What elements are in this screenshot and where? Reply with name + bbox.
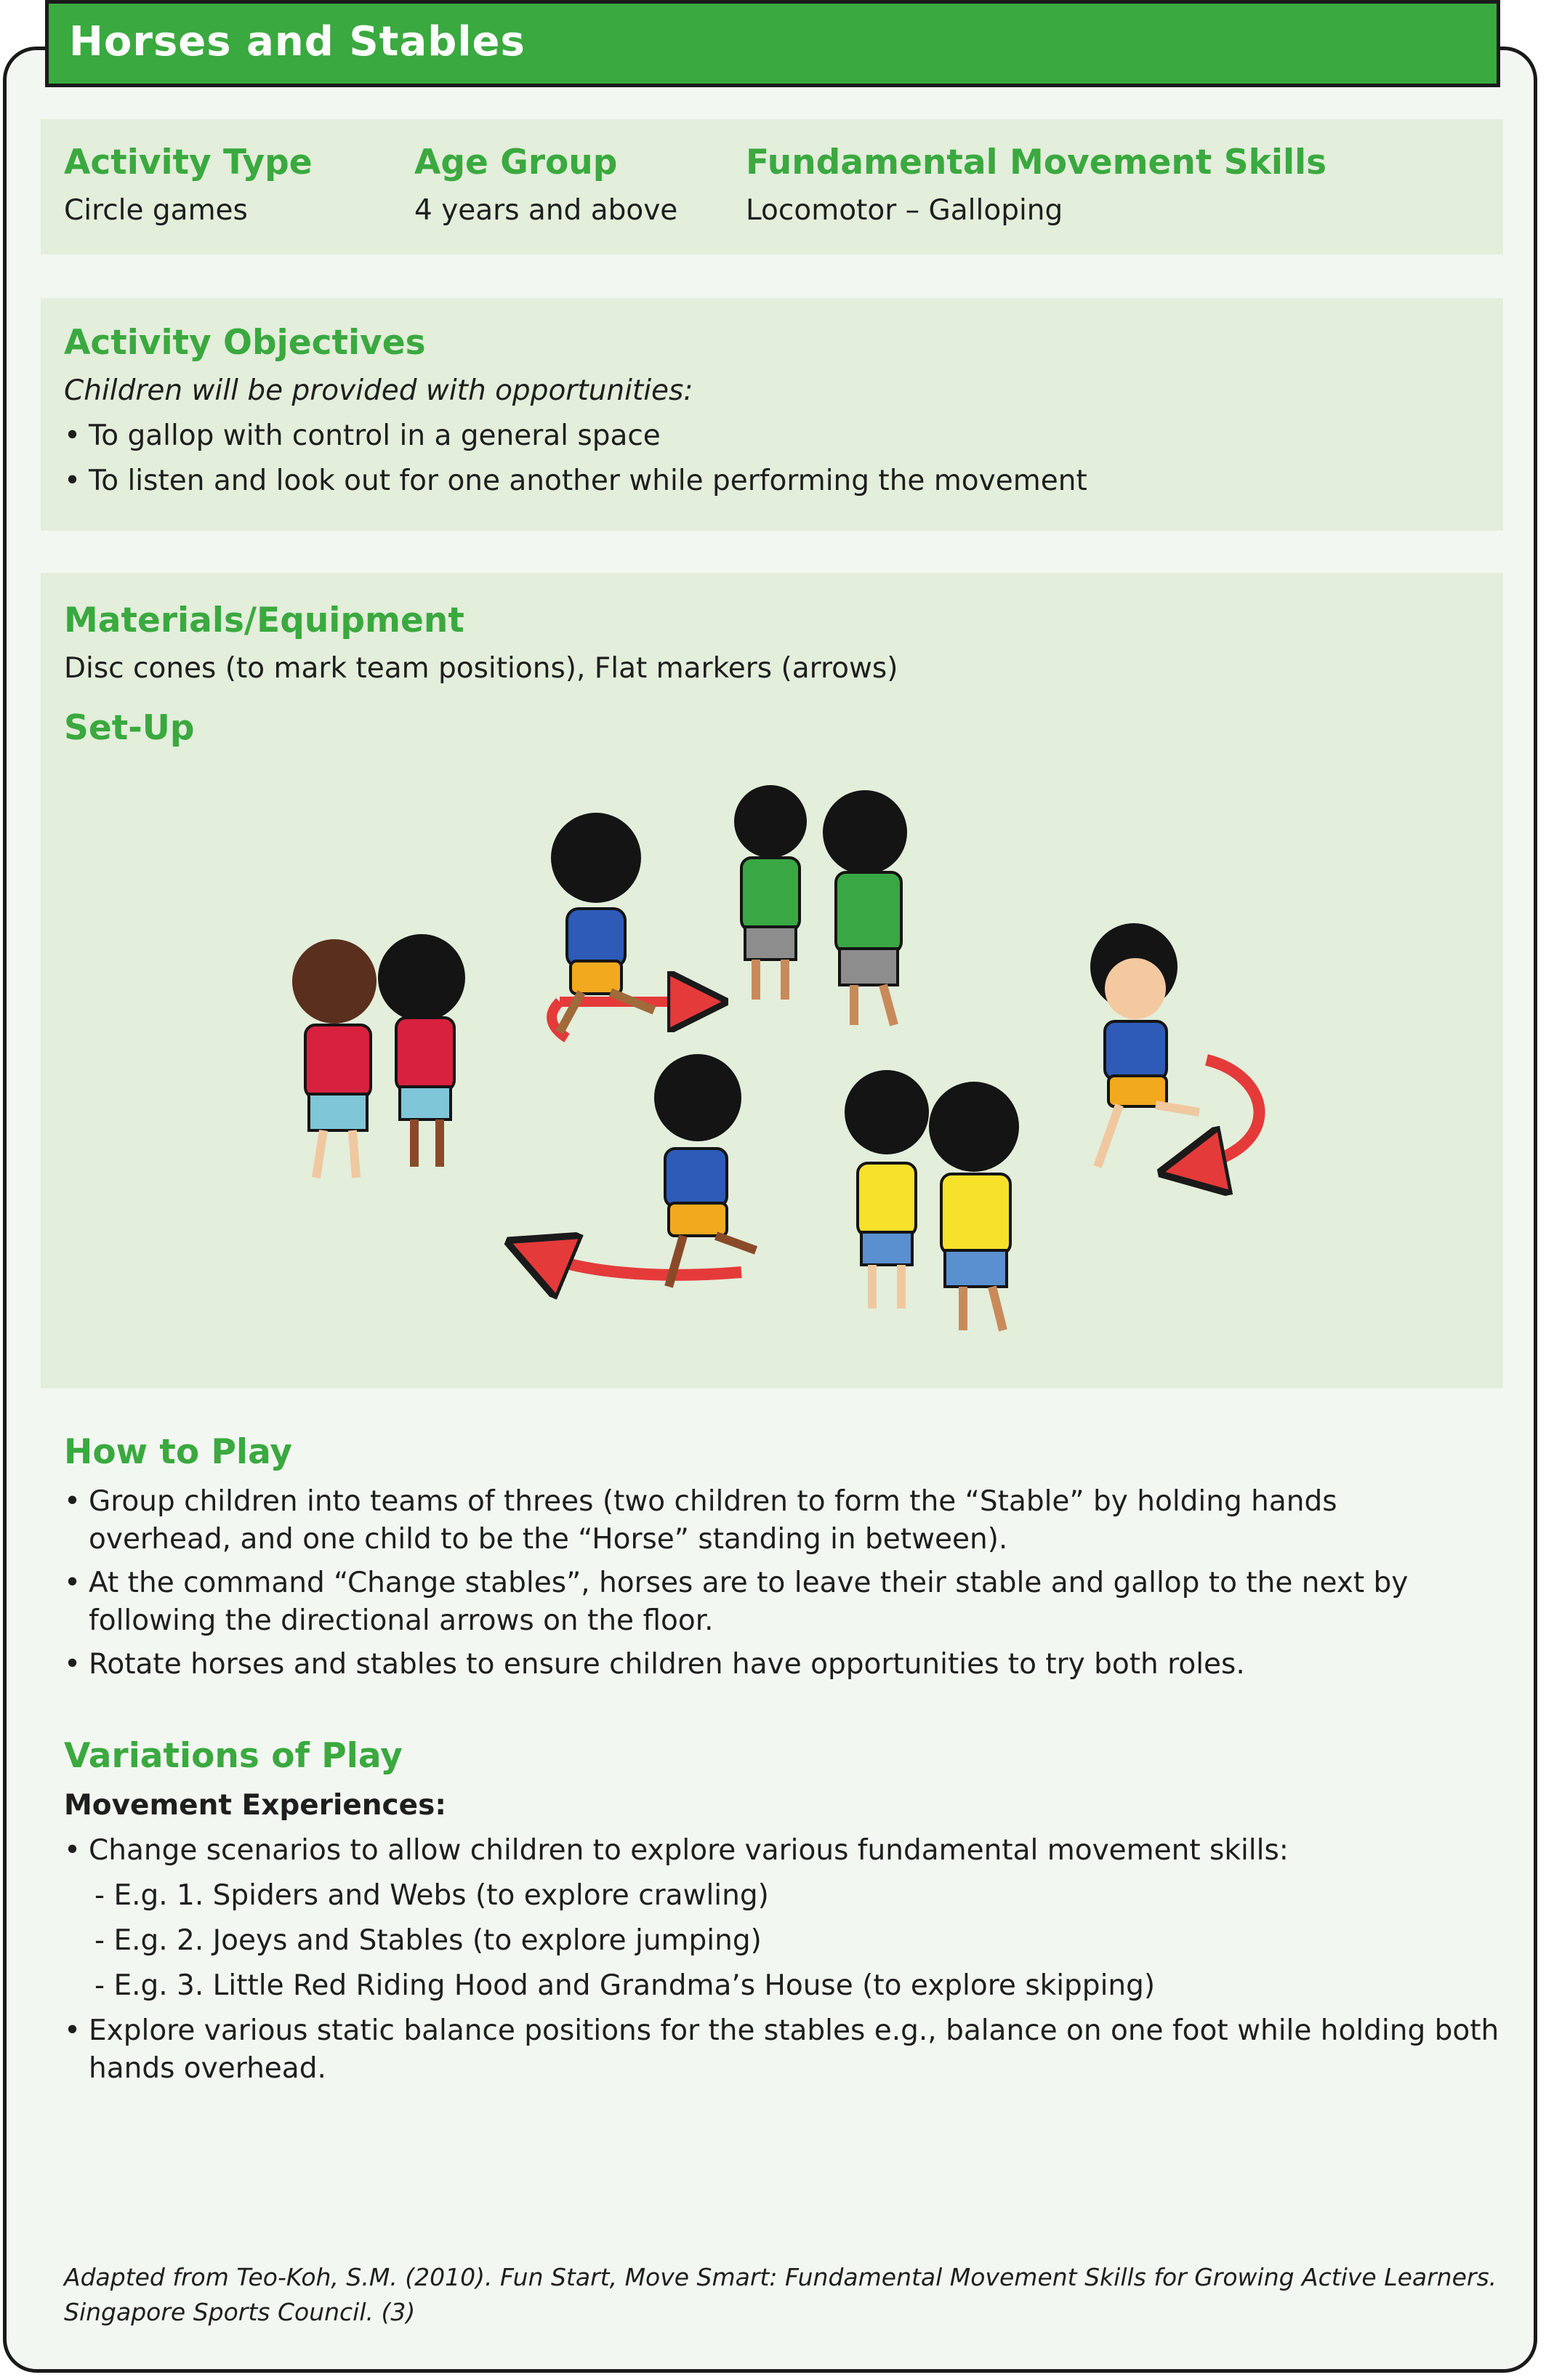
age-group-value: 4 years and above xyxy=(414,194,678,227)
footer-citation-line: Singapore Sports Council. (3) xyxy=(64,2298,416,2326)
setup-heading: Set-Up xyxy=(64,708,195,748)
bullet-icon: • xyxy=(64,1834,81,1867)
bullet-icon: • xyxy=(64,2014,81,2047)
stable-red xyxy=(292,934,465,1178)
objectives-heading: Activity Objectives xyxy=(64,323,426,363)
how-to-play-heading: How to Play xyxy=(64,1432,292,1472)
child-horse-right xyxy=(1090,923,1199,1167)
activity-type-label: Activity Type xyxy=(64,142,313,182)
materials-text: Disc cones (to mark team positions), Flat markers (arrows) xyxy=(64,652,898,685)
stable-green xyxy=(734,785,907,1025)
variations-heading: Variations of Play xyxy=(64,1736,403,1776)
arrow-bottom xyxy=(538,1254,741,1275)
activity-type-value: Circle games xyxy=(64,194,248,227)
age-group-label: Age Group xyxy=(414,142,618,182)
info-panel xyxy=(41,119,1503,254)
objectives-intro: Children will be provided with opportunities: xyxy=(64,374,693,407)
bullet-icon: • xyxy=(64,1648,81,1681)
footer-citation-line: Adapted from Teo-Koh, S.M. (2010). Fun Start, Move Smart: Fundamental Movement Skills for Growing Active Learners. xyxy=(64,2263,1497,2291)
bullet-icon: • xyxy=(64,1485,81,1518)
variation-example: - E.g. 3. Little Red Riding Hood and Grandma’s House (to explore skipping) xyxy=(94,1969,1156,2002)
variations-subheading: Movement Experiences: xyxy=(64,1789,446,1822)
variation-example: - E.g. 2. Joeys and Stables (to explore jumping) xyxy=(94,1924,762,1957)
variation-example: - E.g. 1. Spiders and Webs (to explore crawling) xyxy=(94,1879,769,1912)
fms-label: Fundamental Movement Skills xyxy=(746,142,1327,182)
bullet-icon: • xyxy=(64,1567,81,1599)
bullet-icon: • xyxy=(64,465,81,497)
title-banner xyxy=(45,0,1500,87)
stable-yellow xyxy=(845,1070,1019,1330)
page-title: Horses and Stables xyxy=(69,18,526,65)
setup-illustration xyxy=(247,771,1308,1352)
materials-heading: Materials/Equipment xyxy=(64,600,464,640)
child-horse-bottom xyxy=(654,1054,756,1287)
bullet-icon: • xyxy=(64,419,81,452)
arrow-right xyxy=(1192,1060,1260,1167)
fms-value: Locomotor – Galloping xyxy=(746,194,1063,227)
